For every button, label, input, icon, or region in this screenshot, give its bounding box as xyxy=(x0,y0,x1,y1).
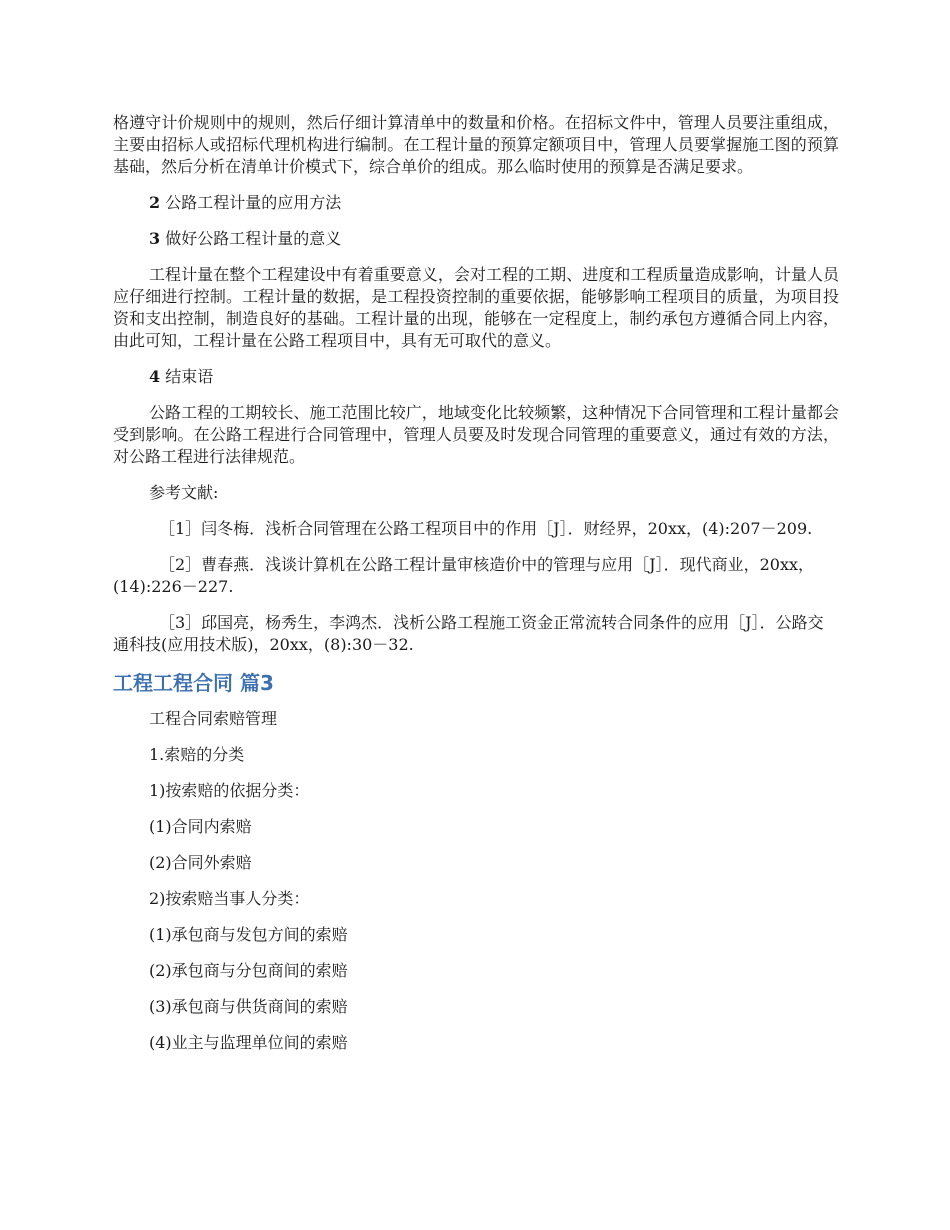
section-title: 做好公路工程计量的意义 xyxy=(165,229,342,248)
list-item: (2)承包商与分包商间的索赔 xyxy=(149,961,348,980)
section-4-heading xyxy=(149,366,839,388)
section-4-paragraph: 公路工程的工期较长、施工范围比较广，地域变化比较频繁，这种情况下合同管理和工程计量都会受到影响。在公路工程进行合同管理中，管理人员要及时发现合同管理的重要意义，通过有效的方法，对公路工程进行法律规范。 xyxy=(113,403,839,466)
list-item: (4)业主与监理单位间的索赔 xyxy=(149,1033,348,1052)
list-item: 2)按索赔当事人分类： xyxy=(149,889,310,908)
list-item: (1)合同内索赔 xyxy=(149,817,252,836)
reference-item: ［1］闫冬梅．浅析合同管理在公路工程项目中的作用［J］．财经界，20xx，(4):207－209. xyxy=(159,519,813,538)
list-item: (3)承包商与供货商间的索赔 xyxy=(149,997,348,1016)
section-3-heading xyxy=(149,228,839,250)
reference-item: ［3］邱国亮，杨秀生，李鸿杰．浅析公路工程施工资金正常流转合同条件的应用［J］．公路交通科技(应用技术版)，20xx，(8):30－32. xyxy=(113,613,824,654)
list-item: 1)按索赔的依据分类： xyxy=(149,781,310,800)
section-2-heading xyxy=(149,192,839,214)
list-item: 1.索赔的分类 xyxy=(149,745,245,764)
section-number: 3 xyxy=(149,229,161,248)
intro-paragraph: 格遵守计价规则中的规则，然后仔细计算清单中的数量和价格。在招标文件中，管理人员要注重组成，主要由招标人或招标代理机构进行编制。在工程计量的预算定额项目中，管理人员要掌握施工图的预算基础，然后分析在清单计价模式下，综合单价的组成。那么临时使用的预算是否满足要求。 xyxy=(113,113,839,176)
list-item: 工程合同索赔管理 xyxy=(149,709,278,728)
section-number: 4 xyxy=(149,367,161,386)
references-heading: 参考文献: xyxy=(149,483,219,502)
list-item: (1)承包商与发包方间的索赔 xyxy=(149,925,348,944)
section-3-paragraph: 工程计量在整个工程建设中有着重要意义，会对工程的工期、进度和工程质量造成影响，计量人员应仔细进行控制。工程计量的数据，是工程投资控制的重要依据，能够影响工程项目的质量，为项目投资和支出控制，制造良好的基础。工程计量的出现，能够在一定程度上，制约承包方遵循合同上内容，由此可知，工程计量在公路工程项目中，具有无可取代的意义。 xyxy=(113,265,839,350)
section-title: 结束语 xyxy=(165,367,214,386)
part-3-heading: 工程工程合同 篇3 xyxy=(113,671,274,695)
document-page xyxy=(113,112,839,1068)
reference-item: ［2］曹春燕．浅谈计算机在公路工程计量审核造价中的管理与应用［J］．现代商业，20xx，(14):226－227. xyxy=(113,555,815,596)
section-title: 公路工程计量的应用方法 xyxy=(165,193,342,212)
list-item: (2)合同外索赔 xyxy=(149,853,252,872)
section-number: 2 xyxy=(149,193,161,212)
